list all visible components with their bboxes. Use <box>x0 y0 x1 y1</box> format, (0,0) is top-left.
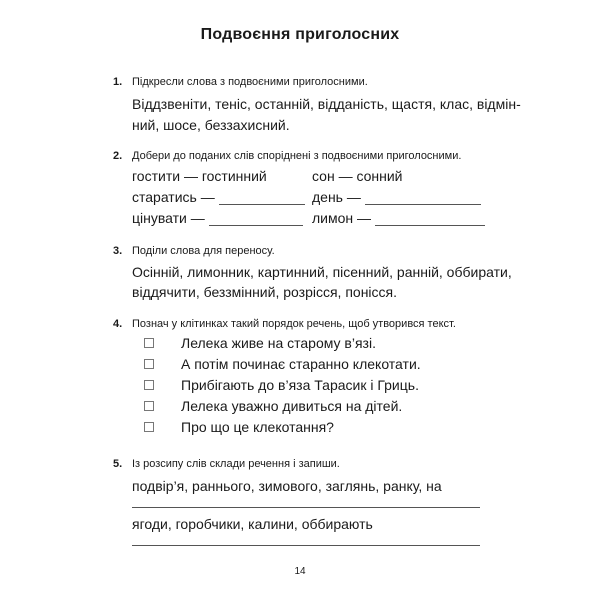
task-5-instruction: Із розсипу слів склади речення і запиши. <box>132 458 340 470</box>
task-3-number: 3. <box>113 245 123 257</box>
writing-line[interactable] <box>132 507 480 508</box>
task-2-pair-1-left <box>132 168 267 184</box>
answer-blank[interactable] <box>209 211 303 226</box>
order-checkbox[interactable] <box>144 422 154 432</box>
task-5-line-2: ягоди, горобчики, калини, оббирають <box>132 516 373 532</box>
answer-blank[interactable] <box>375 211 485 226</box>
sentence-row-2 <box>144 356 421 372</box>
word-pair-text: сон — сонний <box>312 168 403 184</box>
sentence-row-5 <box>144 419 334 435</box>
sentence-row-3 <box>144 377 419 393</box>
task-4-number: 4. <box>113 318 123 330</box>
sentence-row-1 <box>144 335 376 351</box>
task-3-line-2: віддячити, беззмінний, розрісся, понісся. <box>132 284 398 300</box>
task-2-number: 2. <box>113 150 123 162</box>
sentence-text: Лелека уважно дивиться на дітей. <box>181 398 403 414</box>
task-3-instruction: Поділи слова для переносу. <box>132 245 275 257</box>
order-checkbox[interactable] <box>144 338 154 348</box>
order-checkbox[interactable] <box>144 401 154 411</box>
task-2-instruction: Добери до поданих слів споріднені з подвоєними приголосними. <box>132 150 462 162</box>
sentence-text: Про що це клекотання? <box>181 419 334 435</box>
task-2-pair-3-left <box>132 210 303 226</box>
task-3-line-1: Осінній, лимонник, картинний, пісенний, ранній, оббирати, <box>132 264 512 280</box>
page-title: Подвоєння приголосних <box>200 26 400 43</box>
sentence-text: А потім починає старанно клекотати. <box>181 356 421 372</box>
task-2-pair-3-right <box>312 210 485 226</box>
order-checkbox[interactable] <box>144 380 154 390</box>
word-pair-text: день — <box>312 189 361 205</box>
task-1-line-2: ний, шосе, беззахисний. <box>132 117 290 133</box>
page-number: 14 <box>294 566 306 577</box>
task-1-number: 1. <box>113 76 123 88</box>
word-pair-text: гостити — гостинний <box>132 168 267 184</box>
answer-blank[interactable] <box>219 190 305 205</box>
task-5-number: 5. <box>113 458 123 470</box>
task-5-line-1: подвір’я, раннього, зимового, заглянь, ранку, на <box>132 478 442 494</box>
task-1-instruction: Підкресли слова з подвоєними приголосними. <box>132 76 368 88</box>
task-2-pair-2-left <box>132 189 305 205</box>
task-1-line-1: Віддзвеніти, теніс, останній, відданість, щастя, клас, відмін- <box>132 96 521 112</box>
word-pair-text: лимон — <box>312 210 372 226</box>
answer-blank[interactable] <box>365 190 481 205</box>
writing-line[interactable] <box>132 545 480 546</box>
word-pair-text: цінувати — <box>132 210 205 226</box>
task-4-instruction: Познач у клітинках такий порядок речень, щоб утворився текст. <box>132 318 456 330</box>
task-2-pair-2-right <box>312 189 481 205</box>
sentence-text: Лелека живе на старому в’язі. <box>181 335 376 351</box>
sentence-row-4 <box>144 398 402 414</box>
order-checkbox[interactable] <box>144 359 154 369</box>
task-2-pair-1-right <box>312 168 403 184</box>
word-pair-text: старатись — <box>132 189 215 205</box>
sentence-text: Прибігають до в’яза Тарасик і Гриць. <box>181 377 419 393</box>
